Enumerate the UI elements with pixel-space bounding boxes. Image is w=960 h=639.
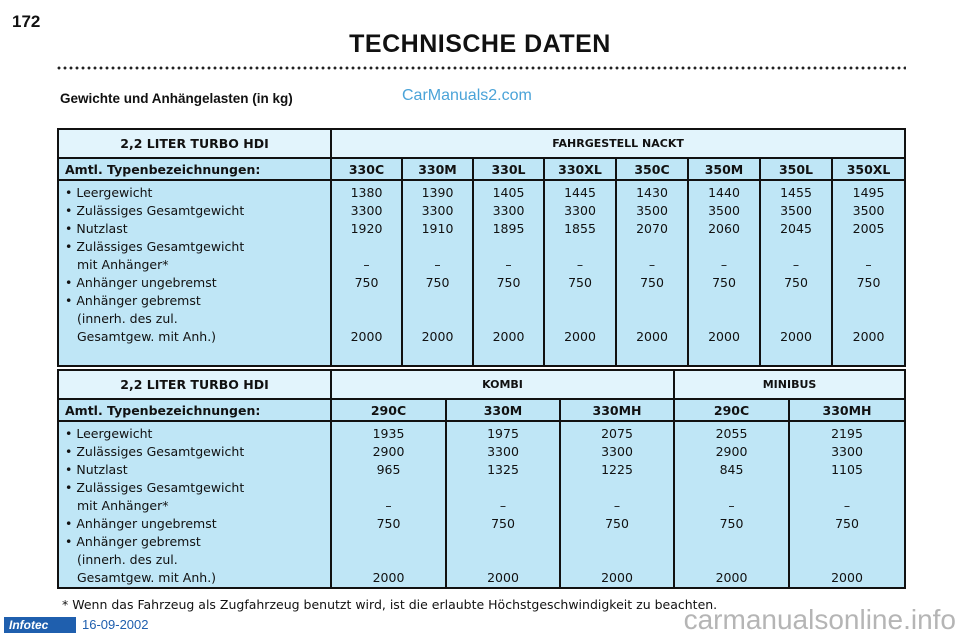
row-label: • Anhänger ungebremst — [65, 275, 217, 290]
table-cell: – — [363, 257, 370, 272]
row-label: • Anhänger gebremst — [65, 293, 201, 308]
spacer — [833, 238, 904, 256]
spacer — [332, 479, 445, 497]
table-cell: 1920 — [350, 221, 383, 236]
table-cell: 1430 — [636, 185, 668, 200]
table-cell: – — [865, 257, 872, 272]
spacer — [790, 551, 904, 569]
table-cell: 2000 — [350, 329, 383, 344]
type-designation-label: Amtl. Typenbezeichnungen: — [58, 158, 331, 180]
table-cell: 2000 — [487, 570, 519, 585]
table-cell: 2000 — [492, 329, 525, 344]
spacer — [403, 292, 472, 310]
spacer — [545, 292, 615, 310]
spacer — [617, 238, 687, 256]
model-header: 350M — [688, 158, 760, 180]
model-column — [544, 180, 616, 366]
model-column — [402, 180, 473, 366]
spacer — [545, 310, 615, 328]
table-cell: 1975 — [487, 426, 519, 441]
model-header: 330L — [473, 158, 544, 180]
table-cell: 750 — [605, 516, 629, 531]
section-subtitle: Gewichte und Anhängelasten (in kg) — [60, 91, 293, 106]
footnote: * Wenn das Fahrzeug als Zugfahrzeug benutzt wird, ist die erlaubte Höchstgeschwindigkeit zu beachten. — [62, 597, 718, 612]
group-header-minibus: MINIBUS — [674, 370, 905, 399]
table-cell: 2000 — [601, 570, 633, 585]
model-header: 330M — [446, 399, 560, 421]
model-column — [789, 421, 905, 588]
table-cell: – — [434, 257, 441, 272]
model-header: 290C — [331, 399, 446, 421]
table-cell: 1935 — [372, 426, 405, 441]
table-cell: 1895 — [492, 221, 525, 236]
row-label: • Anhänger ungebremst — [65, 516, 217, 531]
model-column — [446, 421, 560, 588]
row-label: Gesamtgew. mit Anh.) — [77, 570, 217, 585]
table-cell: 3300 — [421, 203, 454, 218]
row-label: • Anhänger gebremst — [65, 534, 201, 549]
row-labels — [58, 180, 331, 366]
model-header: 330M — [402, 158, 473, 180]
table-cell: 3300 — [350, 203, 383, 218]
engine-header: 2,2 LITER TURBO HDI — [58, 370, 331, 399]
table-cell: 2075 — [601, 426, 633, 441]
spacer — [403, 310, 472, 328]
spacer — [833, 292, 904, 310]
table-cell: 1105 — [831, 462, 863, 477]
spacer — [332, 551, 445, 569]
model-header: 330XL — [544, 158, 616, 180]
watermark-top: CarManuals2.com — [402, 87, 532, 104]
spacer — [675, 551, 788, 569]
table-cell: 750 — [568, 275, 592, 290]
spacer — [474, 292, 543, 310]
table-cell: 750 — [784, 275, 808, 290]
table-cell: 750 — [856, 275, 881, 290]
group-header-fahrgestell: FAHRGESTELL NACKT — [331, 129, 905, 158]
table-cell: 2000 — [421, 329, 454, 344]
table-cell: 2195 — [831, 426, 863, 441]
table-cell: 750 — [376, 516, 401, 531]
row-label: • Nutzlast — [65, 221, 128, 236]
table-cell: – — [613, 498, 621, 513]
table-cell: 3500 — [708, 203, 740, 218]
infotec-badge: Infotec — [4, 617, 76, 633]
table-cell: 2900 — [372, 444, 405, 459]
table-cell: 750 — [640, 275, 664, 290]
model-column — [331, 180, 402, 366]
model-header: 330MH — [789, 399, 905, 421]
row-label: • Zulässiges Gesamtgewicht — [65, 203, 245, 218]
spacer — [761, 238, 831, 256]
table-cell: 3300 — [487, 444, 519, 459]
spacer — [447, 479, 559, 497]
table-cell: 1455 — [780, 185, 812, 200]
table-cell: 2000 — [636, 329, 668, 344]
table-cell: 750 — [719, 516, 744, 531]
table-cell: – — [728, 498, 735, 513]
table-cell: 2000 — [708, 329, 740, 344]
spacer — [403, 238, 472, 256]
model-header: 330C — [331, 158, 402, 180]
table-cell: – — [792, 257, 800, 272]
table-cell: 1325 — [487, 462, 519, 477]
row-labels — [58, 421, 331, 588]
spacer — [545, 238, 615, 256]
table-cell: 750 — [354, 275, 379, 290]
table-cell: 3500 — [636, 203, 668, 218]
table-cell: 3500 — [780, 203, 812, 218]
spacer — [689, 310, 759, 328]
table-cell: – — [648, 257, 656, 272]
table-cell: 2005 — [852, 221, 885, 236]
model-column — [560, 421, 674, 588]
spacer — [790, 479, 904, 497]
spacer — [689, 238, 759, 256]
table-cell: 2000 — [831, 570, 863, 585]
table-cell: – — [385, 498, 392, 513]
table-cell: 750 — [496, 275, 521, 290]
table-cell: 2900 — [715, 444, 748, 459]
model-header: 350XL — [832, 158, 905, 180]
row-label: (innerh. des zul. — [77, 311, 178, 326]
table-cell: 2045 — [780, 221, 812, 236]
model-header: 350C — [616, 158, 688, 180]
spacer — [332, 533, 445, 551]
engine-header: 2,2 LITER TURBO HDI — [58, 129, 331, 158]
table-cell: – — [576, 257, 584, 272]
table-cell: 2070 — [636, 221, 668, 236]
spacer — [761, 310, 831, 328]
spacer — [561, 533, 673, 551]
table-cell: 1390 — [421, 185, 454, 200]
spacer — [332, 310, 401, 328]
spacer — [474, 238, 543, 256]
dotted-divider — [56, 66, 906, 70]
model-column — [331, 421, 446, 588]
table-cell: 1495 — [852, 185, 885, 200]
table-cell: 3300 — [831, 444, 863, 459]
table-cell: 1910 — [421, 221, 454, 236]
row-label: mit Anhänger* — [77, 498, 169, 513]
model-column — [473, 180, 544, 366]
model-column — [760, 180, 832, 366]
spacer — [689, 292, 759, 310]
spacer — [447, 551, 559, 569]
table-cell: 1440 — [708, 185, 740, 200]
row-label: • Nutzlast — [65, 462, 128, 477]
table-cell: 3300 — [564, 203, 596, 218]
group-header-kombi: KOMBI — [331, 370, 674, 399]
model-column — [832, 180, 905, 366]
weights-table-chassis — [57, 128, 906, 367]
row-label: • Zulässiges Gesamtgewicht — [65, 480, 245, 495]
spacer — [332, 292, 401, 310]
model-header: 350L — [760, 158, 832, 180]
table-cell: 845 — [719, 462, 744, 477]
row-label: (innerh. des zul. — [77, 552, 178, 567]
row-label: Gesamtgew. mit Anh.) — [77, 329, 217, 344]
row-label: mit Anhänger* — [77, 257, 169, 272]
page-number: 172 — [12, 12, 41, 31]
model-column — [616, 180, 688, 366]
table-cell: 1380 — [350, 185, 383, 200]
spacer — [833, 310, 904, 328]
table-cell: 3500 — [852, 203, 885, 218]
table-cell: 1855 — [564, 221, 596, 236]
table-cell: 1445 — [564, 185, 596, 200]
type-designation-label: Amtl. Typenbezeichnungen: — [58, 399, 331, 421]
row-label: • Zulässiges Gesamtgewicht — [65, 239, 245, 254]
table-cell: 2060 — [708, 221, 740, 236]
row-label: • Leergewicht — [65, 426, 153, 441]
spacer — [675, 479, 788, 497]
table-cell: 750 — [491, 516, 515, 531]
table-cell: – — [720, 257, 728, 272]
page-title: TECHNISCHE DATEN — [349, 30, 611, 58]
spacer — [332, 238, 401, 256]
table-cell: – — [843, 498, 851, 513]
table-cell: – — [499, 498, 507, 513]
spacer — [617, 310, 687, 328]
spacer — [790, 533, 904, 551]
spacer — [447, 533, 559, 551]
spacer — [675, 533, 788, 551]
model-header: 330MH — [560, 399, 674, 421]
row-label: • Leergewicht — [65, 185, 153, 200]
spacer — [561, 551, 673, 569]
table-cell: 2000 — [372, 570, 405, 585]
table-cell: 1225 — [601, 462, 633, 477]
row-label: • Zulässiges Gesamtgewicht — [65, 444, 245, 459]
table-cell: – — [505, 257, 512, 272]
table-cell: 3300 — [601, 444, 633, 459]
spacer — [761, 292, 831, 310]
watermark-bottom: carmanualsonline.info — [683, 604, 956, 635]
table-cell: 2000 — [715, 570, 748, 585]
spacer — [561, 479, 673, 497]
table-cell: 2000 — [852, 329, 885, 344]
table-cell: 3300 — [492, 203, 525, 218]
table-cell: 750 — [712, 275, 736, 290]
model-column — [688, 180, 760, 366]
spacer — [617, 292, 687, 310]
table-cell: 965 — [376, 462, 401, 477]
model-column — [674, 421, 789, 588]
footer-date: 16-09-2002 — [82, 617, 149, 632]
model-header: 290C — [674, 399, 789, 421]
table-cell: 1405 — [492, 185, 525, 200]
table-cell: 2000 — [780, 329, 812, 344]
table-cell: 2055 — [715, 426, 748, 441]
table-cell: 2000 — [564, 329, 596, 344]
weights-table-kombi-minibus — [57, 369, 906, 589]
table-cell: 750 — [835, 516, 859, 531]
table-cell: 750 — [425, 275, 450, 290]
spacer — [474, 310, 543, 328]
